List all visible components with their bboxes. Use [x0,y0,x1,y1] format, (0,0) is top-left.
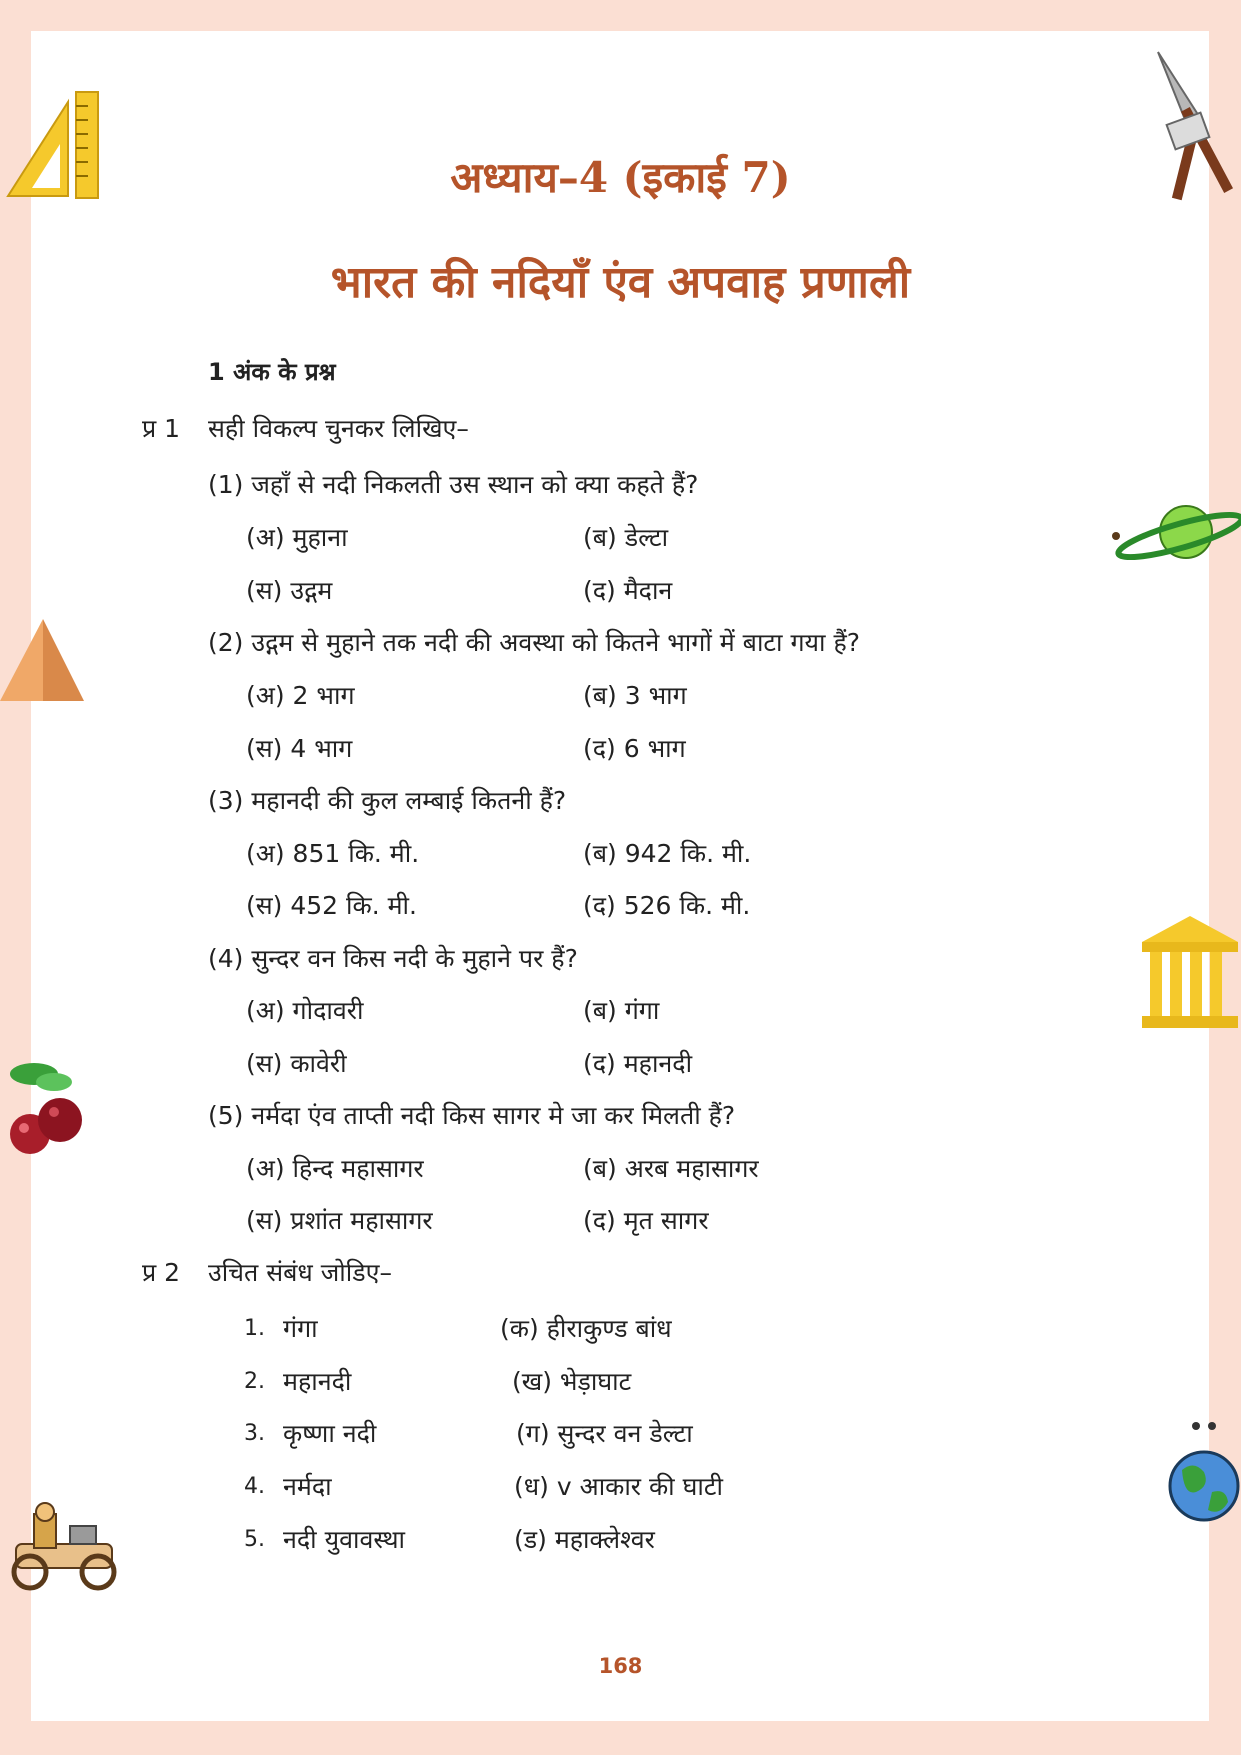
mcq-option: (ब) डेल्टा [583,523,669,552]
temple-icon [1140,912,1241,1030]
match-right-item: (ड) महाक्लेश्वर [514,1525,655,1554]
mcq-question: (2) उद्गम से मुहाने तक नदी की अवस्था को कितने भागों में बाटा गया हैं? [208,628,860,657]
match-number: 1. [244,1316,265,1341]
match-number: 2. [244,1369,265,1394]
mcq-option: (ब) 3 भाग [583,681,687,710]
mcq-option: (ब) गंगा [583,996,660,1025]
mcq-question: (4) सुन्दर वन किस नदी के मुहाने पर हैं? [208,944,578,973]
mcq-question: (3) महानदी की कुल लम्बाई कितनी हैं? [208,786,567,815]
mcq-option: (अ) गोदावरी [246,996,364,1025]
match-number: 3. [244,1421,265,1446]
question-number: प्र 2 [142,1258,181,1287]
match-number: 4. [244,1474,265,1499]
match-right-item: (ख) भेड़ाघाट [512,1367,632,1396]
mcq-option: (द) मैदान [583,576,673,605]
match-right-item: (ग) सुन्दर वन डेल्टा [516,1419,693,1448]
mcq-option: (स) 4 भाग [246,734,353,763]
match-right-item: (ध) v आकार की घाटी [514,1472,723,1501]
section-heading: 1 अंक के प्रश्न [208,358,336,386]
match-left-item: नर्मदा [283,1472,332,1501]
question-instruction: सही विकल्प चुनकर लिखिए– [208,414,469,443]
mcq-option: (स) उद्गम [246,576,333,605]
match-number: 5. [244,1527,265,1552]
cherries-icon [4,1060,88,1166]
mcq-option: (स) 452 कि. मी. [246,891,417,920]
match-left-item: नदी युवावस्था [283,1525,406,1554]
mcq-option: (अ) हिन्द महासागर [246,1154,424,1183]
mcq-question: (5) नर्मदा एंव ताप्ती नदी किस सागर मे जा कर मिलती हैं? [208,1101,736,1130]
match-left-item: कृष्णा नदी [283,1419,377,1448]
mcq-option: (ब) 942 कि. मी. [583,839,752,868]
mcq-option: (अ) 851 कि. मी. [246,839,420,868]
mcq-option: (अ) मुहाना [246,523,348,552]
match-left-item: गंगा [283,1314,318,1343]
planet-icon [1110,498,1241,570]
pyramid-icon [0,615,86,705]
match-left-item: महानदी [283,1367,352,1396]
mcq-option: (द) महानदी [583,1049,693,1078]
mcq-question: (1) जहाँ से नदी निकलती उस स्थान को क्या कहते हैं? [208,470,699,499]
mcq-option: (द) 526 कि. मी. [583,891,751,920]
mcq-option: (अ) 2 भाग [246,681,355,710]
globe-icon [1160,1418,1241,1530]
mcq-option: (स) प्रशांत महासागर [246,1206,433,1235]
chapter-title: अध्याय–4 (इकाई 7) [450,153,791,202]
page-number: 168 [598,1654,643,1678]
mcq-option: (ब) अरब महासागर [583,1154,759,1183]
chapter-subtitle: भारत की नदियाँ एंव अपवाह प्रणाली [330,257,911,308]
match-right-item: (क) हीराकुण्ड बांध [500,1314,672,1343]
mcq-option: (स) कावेरी [246,1049,347,1078]
question-number: प्र 1 [142,414,181,443]
cart-icon [0,1500,126,1596]
mcq-option: (द) मृत सागर [583,1206,709,1235]
question-instruction: उचित संबंध जोडिए– [208,1258,392,1287]
mcq-option: (द) 6 भाग [583,734,686,763]
